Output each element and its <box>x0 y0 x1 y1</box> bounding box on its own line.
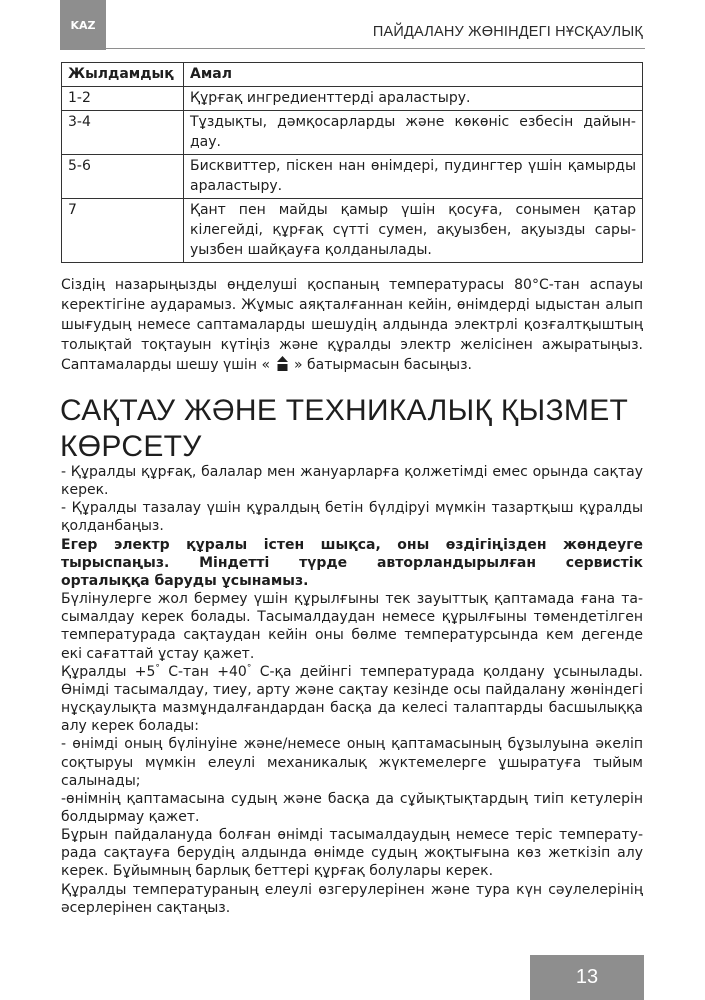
section-title-line: САҚТАУ ЖӘНЕ ТЕХНИКАЛЫҚ ҚЫЗМЕТ <box>60 394 629 427</box>
body-line: екі сағаттай ұстау қажет. <box>61 645 255 662</box>
body-line: болдырмау қажет. <box>61 808 200 825</box>
body-line: - өнімді оның бүлінуіне және/немесе оның қаптамасының бұзылуына әкеліп <box>61 736 643 753</box>
warning-line: Егер электр құралы істен шықса, оны өздігіңізден жөндеуге <box>61 536 643 553</box>
body-line: температурада сақтаудан кейін оны бөлме температурсында кем дегенде <box>61 627 643 644</box>
page-number: 13 <box>530 955 644 1000</box>
temp-text: С-тан +40 <box>159 663 247 680</box>
table-row <box>62 111 643 155</box>
speed-table <box>61 62 643 263</box>
table-cell-speed: 7 <box>62 199 184 263</box>
temp-text: Құралды +5 <box>61 663 156 680</box>
note-line: Сіздің назарыңызды өңделуші қоспаның температурасы 80°С-тан аспауы <box>61 277 643 293</box>
language-tab: KAZ <box>60 0 106 50</box>
table-row <box>62 87 643 111</box>
table-header-action: Амал <box>184 63 643 87</box>
table-cell-action <box>184 155 643 199</box>
body-line: рада сақтауға берудің алдында өнімде судың жоқтығына көз жеткізіп алу <box>61 845 643 862</box>
action-line: Құрғақ ингредиенттерді араластыру. <box>190 90 471 106</box>
body-line: сымалдау керек болады. Тасымалдаудан немесе құрылғыны төмендетілген <box>61 609 643 626</box>
table-cell-speed: 1-2 <box>62 87 184 111</box>
body-line <box>61 663 643 681</box>
table-cell-speed: 3-4 <box>62 111 184 155</box>
action-line: Бисквиттер, піскен нан өнімдері, пудингтер үшін қамырды <box>190 158 636 174</box>
action-line: кілегейді, құрғақ сүтті сумен, ақуызбен, ақуызды сары- <box>190 222 636 238</box>
body-line: - Құралды құрғақ, балалар мен жануарларға қолжетімді емес орында сақтау <box>61 464 643 480</box>
body-line: керек. <box>61 482 109 499</box>
page-header-title: ПАЙДАЛАНУ ЖӨНІНДЕГІ НҰСҚАУЛЫҚ <box>372 24 643 40</box>
note-line: толықтай тоқтауын күтіңіз және құралды электр желісінен ажыратыңыз. <box>61 337 643 353</box>
body-line: соқтыруы мүмкін елеулі механикалық жүктемелерге ұшыратуға тыйым <box>61 754 643 771</box>
body-line: алу керек болады: <box>61 718 199 735</box>
table-cell-speed: 5-6 <box>62 155 184 199</box>
degree-sign: ° <box>155 663 160 674</box>
eject-icon <box>277 356 288 377</box>
table-cell-action <box>184 87 643 111</box>
note-line <box>61 355 643 377</box>
table-header-speed: Жылдамдық <box>62 63 184 87</box>
action-line: Тұздықты, дәмқосарларды және көкөніс езбесін дайын- <box>190 114 636 130</box>
body-line: қолданбаңыз. <box>61 518 164 535</box>
note-line: шығудың немесе саптамаларды шешудің алдында электрлі қозғалтқыштың <box>61 317 643 333</box>
action-line: уызбен шайқауға қолданылады. <box>190 242 432 258</box>
note-line: керектігіне аударамыз. Жұмыс аяқталғаннан кейін, өнімдерді ыдыстан алып <box>61 297 643 313</box>
section-title-line: КӨРСЕТУ <box>60 430 202 463</box>
body-line: - Құралды тазалау үшін құралдың бетін бүлдіруі мүмкін тазартқыш құралды <box>61 500 643 517</box>
section-title <box>60 393 650 465</box>
action-line: араластыру. <box>190 178 283 194</box>
table-cell-action <box>184 199 643 263</box>
storage-instructions <box>61 463 643 917</box>
table-header-row <box>62 63 643 87</box>
body-line: Өнімді тасымалдау, тиеу, арту және сақтау кезінде осы пайдалану жөніндегі <box>61 681 643 698</box>
warning-line: орталыққа баруды ұсынамыз. <box>61 572 309 589</box>
body-line: Құралды температураның елеулі өзгерулерінен және тура күн сәулелерінің <box>61 881 643 898</box>
warning-line: тырыспаңыз. Міндетті түрде авторландырылған сервистік <box>61 554 643 571</box>
body-line: -өнімнің қаптамасына судың және басқа да сұйықтықтардың тиіп кетулерін <box>61 790 643 807</box>
action-line: дау. <box>190 134 221 150</box>
body-line: әсерлерінен сақтаңыз. <box>61 899 231 916</box>
temperature-note <box>61 275 643 377</box>
body-line: керек. Бұйымның барлық беттері құрғақ болулары керек. <box>61 863 494 880</box>
temp-text: С-қа дейінгі температурада қолдану ұсынылады. <box>251 663 643 680</box>
body-line: нұсқаулықта мазмұндалғандардан басқа да келесі талаптарды басшылыққа <box>61 700 643 717</box>
action-line: Қант пен майды қамыр үшін қосуға, сонымен қатар <box>190 202 636 218</box>
table-cell-action <box>184 111 643 155</box>
note-text: Саптамаларды шешу үшін « <box>61 357 271 373</box>
note-text: » батырмасын басыңыз. <box>294 357 472 373</box>
header-divider <box>60 48 645 49</box>
body-line: Бұрын пайдалануда болған өнімді тасымалдаудың немесе теріс температу- <box>61 827 643 844</box>
table-row <box>62 199 643 263</box>
degree-sign: ° <box>246 663 252 674</box>
body-line: салынады; <box>61 772 141 789</box>
table-row <box>62 155 643 199</box>
body-line: Бүлінулерге жол бермеу үшін құрылғыны тек зауыттық қаптамада ғана та- <box>61 591 643 608</box>
